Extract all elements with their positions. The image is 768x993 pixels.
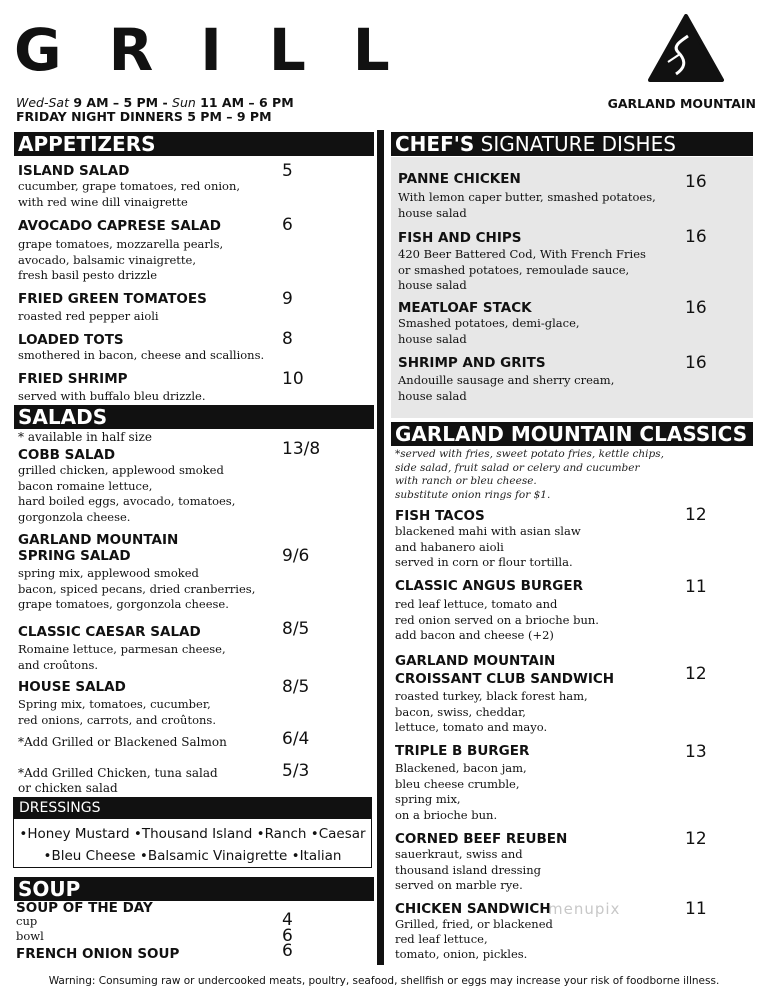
item-desc: sauerkraut, swiss and thousand island dressing served on marble rye. [395,847,541,892]
dressings-heading: DRESSINGS [13,797,372,819]
item-desc: grilled chicken, applewood smoked bacon romaine lettuce, hard boiled eggs, avocado, tomatoes, gorgonzola cheese. [18,463,236,524]
menu-item [18,624,226,673]
item-name: PANNE CHICKEN [398,171,521,187]
item-price: 11 [685,577,707,597]
item-name: CHICKEN SANDWICH [395,901,551,917]
item-desc: Grilled, fried, or blackened red leaf lettuce, tomato, onion, pickles. [395,917,553,961]
item-name: TRIPLE B BURGER [395,743,530,759]
hours-days-2: Sun [172,95,196,110]
menu-item [18,447,235,525]
menu-item [398,171,656,221]
item-price: 13 [685,742,707,762]
soup-of-day: SOUP OF THE DAY [16,900,153,916]
item-name: COBB SALAD [18,447,116,463]
chefs-heading-light: SIGNATURE DISHES [474,132,676,156]
item-desc: smothered in bacon, cheese and scallions. [18,348,265,362]
item-price: 12 [685,829,707,849]
menu-item [18,679,216,728]
item-desc: Spring mix, tomatoes, cucumber, red onions, carrots, and croûtons. [18,697,216,727]
hours-time-1: 9 AM – 5 PM - [73,95,168,110]
item-price: 5 [282,161,293,181]
item-price: 12 [685,664,707,684]
french-onion-price: 6 [282,941,293,961]
item-price: 8 [282,329,293,349]
addon-price: 5/3 [282,761,310,781]
item-desc: grape tomatoes, mozzarella pearls, avocado, balsamic vinaigrette, fresh basil pesto drizzle [18,237,224,282]
classics-heading: GARLAND MOUNTAIN CLASSICS [391,422,753,446]
menu-item [18,371,205,405]
item-desc: 420 Beer Battered Cod, With French Fries or smashed potatoes, remoulade sauce, house salad [398,247,646,292]
item-price: 10 [282,369,304,389]
salad-addon: *Add Grilled Chicken, tuna salad or chicken salad [18,766,218,795]
hours-line-2: FRIDAY NIGHT DINNERS 5 PM – 9 PM [16,109,272,124]
item-desc: Romaine lettuce, parmesan cheese, and croûtons. [18,642,226,672]
mountain-logo-icon [648,14,724,86]
item-price: 13/8 [282,439,321,459]
chefs-heading [391,132,753,156]
item-name: FRIED GREEN TOMATOES [18,291,207,307]
menu-item [398,230,646,294]
menu-item [18,291,207,325]
item-name: ISLAND SALAD [18,163,130,179]
item-desc: Smashed potatoes, demi-glace, house salad [398,316,580,346]
brand-name: GARLAND MOUNTAIN [607,96,756,111]
soup-bowl-price: 6 [282,926,293,946]
hours [16,96,294,124]
appetizers-heading: APPETIZERS [14,132,374,156]
french-onion-soup: FRENCH ONION SOUP [16,946,180,962]
item-price: 16 [685,298,707,318]
menu-item [395,831,567,894]
dressings-line: •Honey Mustard •Thousand Island •Ranch •Caesar [19,826,366,842]
soup-cup-price: 4 [282,910,293,930]
menu-item [395,508,581,571]
item-name: AVOCADO CAPRESE SALAD [18,218,221,234]
menu-item [395,652,614,736]
item-price: 12 [685,505,707,525]
menu-item [18,218,223,284]
item-desc: roasted turkey, black forest ham, bacon, swiss, cheddar, lettuce, tomato and mayo. [395,689,588,734]
item-price: 16 [685,227,707,247]
menu-item [395,901,553,962]
dressings-line: •Bleu Cheese •Balsamic Vinaigrette •Italian [43,848,342,864]
salads-heading: SALADS [14,405,374,429]
item-desc: Andouille sausage and sherry cream, house salad [398,373,615,403]
item-price: 8/5 [282,677,310,697]
item-name: HOUSE SALAD [18,679,126,695]
item-desc: served with buffalo bleu drizzle. [18,389,206,403]
food-warning: Warning: Consuming raw or undercooked meats, poultry, seafood, shellfish or eggs may increase your risk of foodborne illness. [48,975,720,987]
menu-item [18,163,240,210]
salad-addon: *Add Grilled or Blackened Salmon [18,735,227,749]
salads-note: * available in half size [18,430,152,444]
addon-price: 6/4 [282,729,310,749]
item-price: 6 [282,215,293,235]
menu-item [18,332,264,364]
item-desc: blackened mahi with asian slaw and habanero aioli served in corn or flour tortilla. [395,524,581,569]
item-name: FRIED SHRIMP [18,371,128,387]
item-name: GARLAND MOUNTAIN CROISSANT CLUB SANDWICH [395,653,615,687]
item-desc: roasted red pepper aioli [18,309,159,323]
item-price: 11 [685,899,707,919]
item-desc: With lemon caper butter, smashed potatoes, house salad [398,190,656,220]
watermark: menupix [548,900,621,918]
item-name: CORNED BEEF REUBEN [395,831,568,847]
menu-item [395,743,529,823]
soup-heading: SOUP [14,877,374,901]
page-title: GRILL [14,16,437,84]
menu-item [398,300,580,347]
item-name: GARLAND MOUNTAIN SPRING SALAD [18,532,179,564]
item-price: 8/5 [282,619,310,639]
menu-item [398,355,614,404]
column-divider [377,130,384,965]
item-name: FISH AND CHIPS [398,230,522,246]
item-name: MEATLOAF STACK [398,300,532,316]
chefs-heading-bold: CHEF'S [395,132,475,156]
hours-days-1: Wed-Sat [16,95,69,110]
item-name: CLASSIC CAESAR SALAD [18,624,201,640]
menu-item [395,578,599,644]
item-name: CLASSIC ANGUS BURGER [395,578,583,594]
item-name: FISH TACOS [395,508,485,524]
item-desc: red leaf lettuce, tomato and red onion served on a brioche bun. add bacon and cheese (+2) [395,597,599,642]
soup-cup-label: cup [16,914,38,928]
item-price: 16 [685,172,707,192]
soup-bowl-label: bowl [16,929,44,943]
hours-time-2: 11 AM – 6 PM [200,95,294,110]
item-name: SHRIMP AND GRITS [398,355,546,371]
menu-item [18,532,255,613]
item-desc: cucumber, grape tomatoes, red onion, with red wine dill vinaigrette [18,179,241,209]
classics-note: *served with fries, sweet potato fries, kettle chips, side salad, fruit salad or celery and cucumber with ranch or bleu cheese. substitute onion rings for $1. [395,448,664,501]
item-name: LOADED TOTS [18,332,124,348]
item-price: 9/6 [282,546,310,566]
item-price: 16 [685,353,707,373]
item-price: 9 [282,289,293,309]
item-desc: Blackened, bacon jam, bleu cheese crumble, spring mix, on a brioche bun. [395,761,527,822]
item-desc: spring mix, applewood smoked bacon, spiced pecans, dried cranberries, grape tomatoes, gorgonzola cheese. [18,566,256,611]
